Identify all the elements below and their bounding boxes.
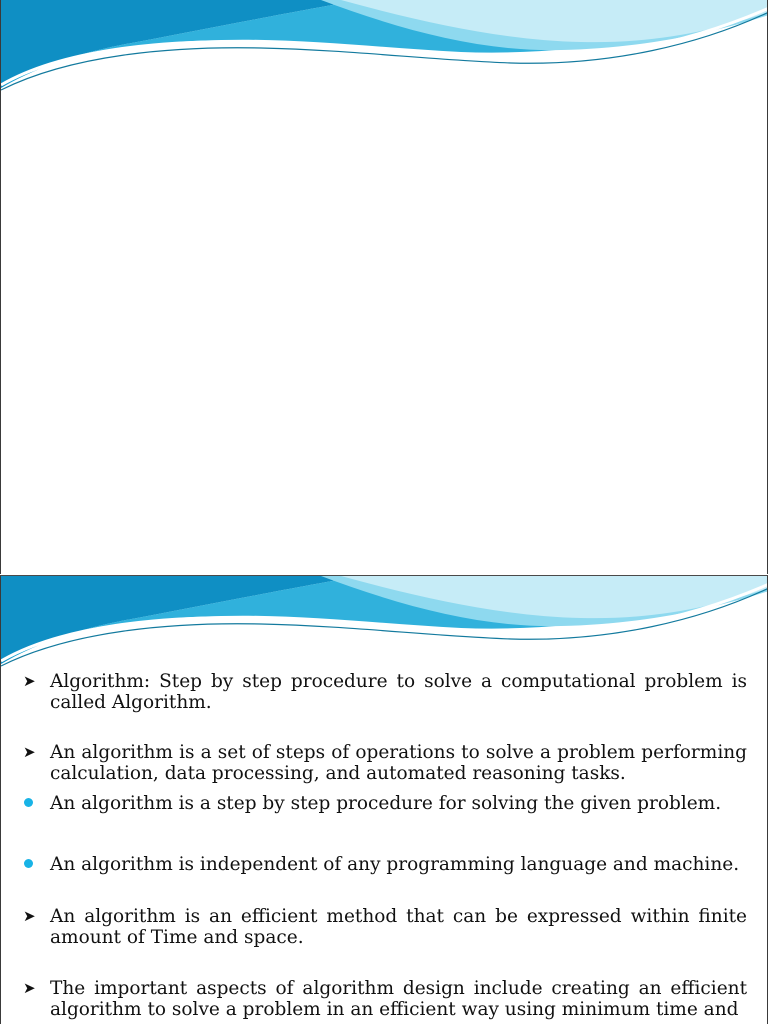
list-item-text: Algorithm: Step by step procedure to solve a computational problem is called Algorithm.: [50, 671, 747, 713]
list-item: [23, 793, 747, 814]
wave-header-decoration: [1, 576, 768, 671]
list-item: [23, 742, 747, 784]
list-item: [23, 978, 747, 1020]
arrow-bullet-icon: ➤: [23, 672, 36, 690]
list-item: [23, 906, 747, 948]
list-item-text: The important aspects of algorithm design include creating an efficient algorithm to solve a problem in an efficient way using minimum time and: [50, 978, 747, 1020]
list-item: [23, 854, 747, 875]
arrow-bullet-icon: ➤: [23, 907, 36, 925]
arrow-bullet-icon: ➤: [23, 979, 36, 997]
list-item: [23, 671, 747, 713]
slide-2: [0, 575, 768, 1024]
wave-header-decoration: [1, 0, 768, 95]
dot-bullet-icon: [24, 798, 33, 807]
list-item-text: An algorithm is a set of steps of operations to solve a problem performing calculation, data processing, and automated reasoning tasks.: [50, 742, 747, 784]
list-item-text: An algorithm is independent of any programming language and machine.: [50, 854, 740, 875]
list-item-text: An algorithm is a step by step procedure for solving the given problem.: [50, 793, 722, 814]
dot-bullet-icon: [24, 859, 33, 868]
list-item-text: An algorithm is an efficient method that can be expressed within finite amount of Time and space.: [50, 906, 747, 948]
arrow-bullet-icon: ➤: [23, 743, 36, 761]
